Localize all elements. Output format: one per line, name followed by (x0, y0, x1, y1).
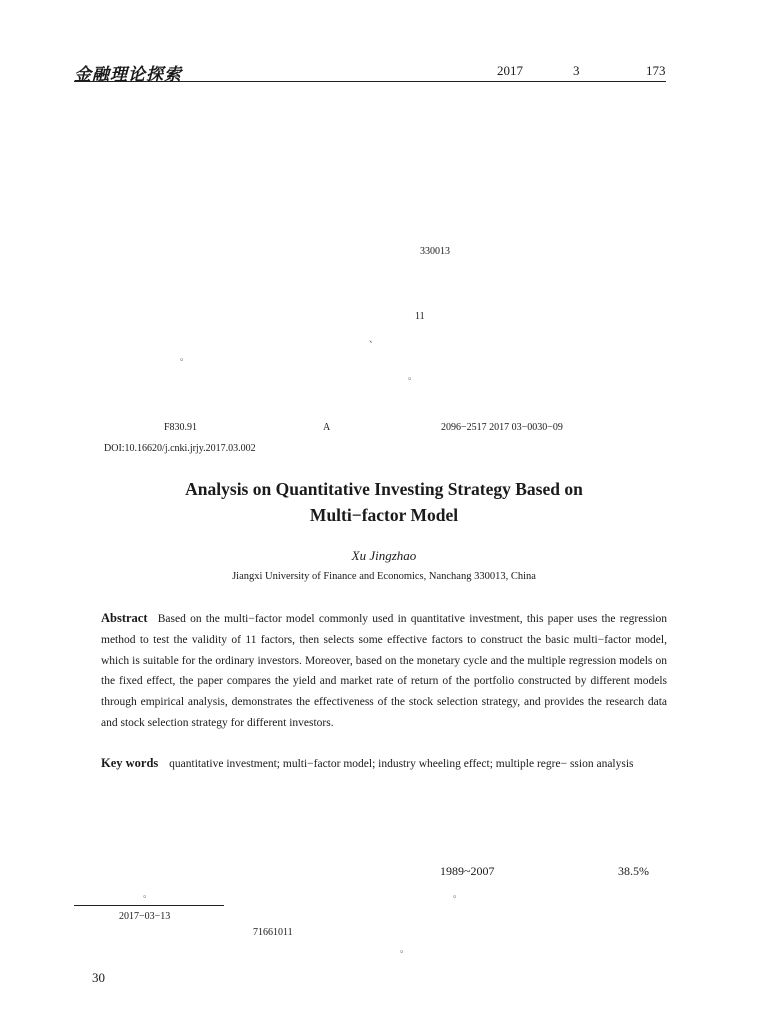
keywords-label: Key words (101, 756, 159, 770)
fund-number: 71661011 (253, 927, 293, 938)
period-mark: 。 (408, 371, 418, 381)
affiliation: Jiangxi University of Finance and Economics, Nanchang 330013, China (232, 571, 536, 582)
postcode: 330013 (420, 246, 450, 257)
received-date: 2017−03−13 (119, 911, 171, 922)
english-title (0, 476, 768, 528)
footnote-rule (74, 905, 224, 906)
journal-name: 金融理论探索 (74, 65, 182, 85)
keywords (101, 753, 667, 775)
period-mark: 。 (143, 889, 153, 899)
abstract-label: Abstract (101, 611, 148, 625)
abstract-text: Based on the multi−factor model commonly used in quantitative investment, this paper uses the regression method to test the validity of 11 factors, then selects some effective factors to construct the basic multi−factor model, which is suitable for the ordinary investors. Moreover, based on the monetary cycle and the multiple regression models on the fixed effect, the paper compares the yield and market rate of return of the portfolio constructed by different models through empirical analysis, demonstrates the effectiveness of the stock selection strategy, and provides the research data and stock selection strategy for different investors. (101, 613, 668, 729)
keywords-text: quantitative investment; multi−factor model; industry wheeling effect; multiple regre− ssion analysis (169, 758, 634, 770)
period-mark: 。 (453, 889, 463, 899)
header-issue: 3 (573, 63, 580, 78)
period-mark: 。 (180, 352, 190, 362)
header-year: 2017 (497, 63, 523, 78)
document-code: A (323, 422, 331, 433)
article-id: 2096−2517 2017 03−0030−09 (441, 422, 563, 433)
years-range: 1989~2007 (440, 864, 495, 878)
doi: DOI:10.16620/j.cnki.jrjy.2017.03.002 (104, 443, 256, 454)
header-total-issue: 173 (646, 63, 666, 78)
abstract (101, 608, 667, 734)
percent-value: 38.5% (618, 864, 649, 878)
header-rule (74, 81, 666, 82)
tick-mark: 、 (369, 334, 379, 344)
factor-count: 11 (415, 311, 425, 322)
title-line-1: Analysis on Quantitative Investing Strategy Based on (185, 479, 583, 499)
clc-code: F830.91 (164, 422, 198, 433)
title-line-2: Multi−factor Model (309, 505, 459, 525)
period-mark: 。 (400, 944, 410, 954)
author-name: Xu Jingzhao (351, 548, 417, 563)
page-number: 30 (92, 970, 105, 985)
